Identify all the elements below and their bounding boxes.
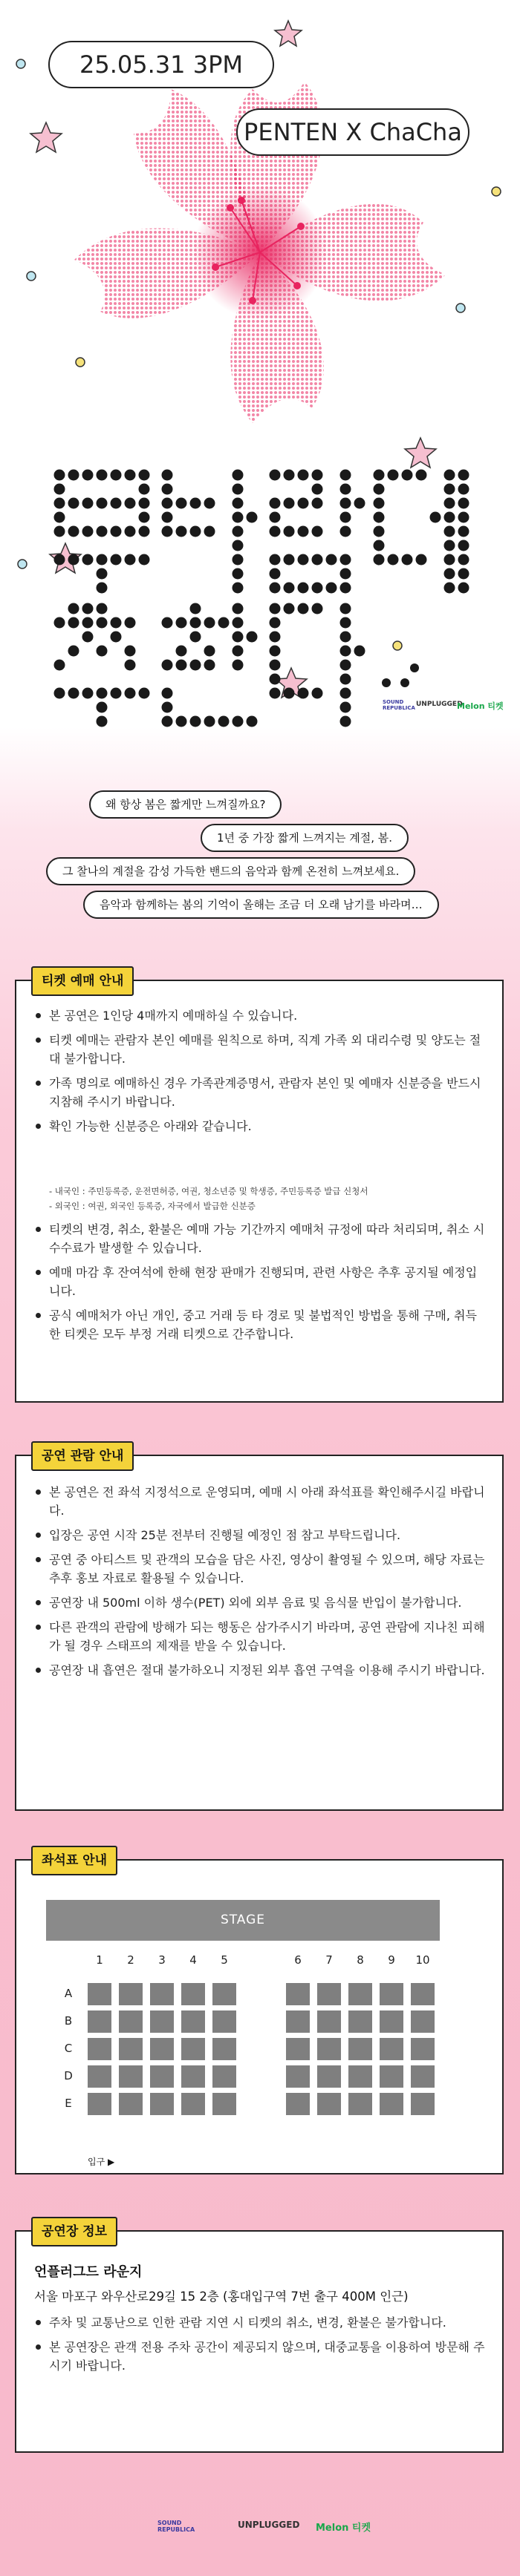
viewing-item: 본 공연은 전 좌석 지정석으로 운영되며, 예매 시 아래 좌석표를 확인해주시길 바랍니다. <box>33 1483 486 1520</box>
seat-row-label: C <box>64 2042 73 2055</box>
viewing-item: 입장은 공연 시작 25분 전부터 진행될 예정인 점 참고 부탁드립니다. <box>33 1526 486 1544</box>
seat <box>411 2010 435 2033</box>
sponsor-sound-republica: SOUND REPUBLICA <box>383 699 415 711</box>
seat-column-label: 8 <box>357 1953 364 1967</box>
viewing-item: 공연장 내 흡연은 절대 불가하오니 지정된 외부 흡연 구역을 이용해 주시기 바랍니다. <box>33 1661 486 1679</box>
venue-info-box <box>15 2230 504 2453</box>
seat <box>348 2093 372 2115</box>
seat <box>150 1983 174 2005</box>
seat <box>348 2065 372 2088</box>
seat <box>150 2065 174 2088</box>
seat <box>88 2038 111 2060</box>
venue-item: 주차 및 교통난으로 인한 관람 지연 시 티켓의 취소, 변경, 환불은 불가합니다. <box>33 2313 486 2332</box>
ticket-item: 예매 마감 후 잔여석에 한해 현장 판매가 진행되며, 관련 사항은 추후 공지될 예정입니다. <box>33 1263 486 1300</box>
headline-dotted-lettering <box>0 445 520 727</box>
viewing-item: 공연장 내 500ml 이하 생수(PET) 외에 외부 음료 및 음식물 반입이 불가합니다. <box>33 1593 486 1612</box>
seat-column-label: 7 <box>325 1953 333 1967</box>
seat <box>380 1983 403 2005</box>
seat <box>286 2093 310 2115</box>
venue-name: 언플러그드 라운지 <box>34 2264 143 2280</box>
event-date-pill: 25.05.31 3PM <box>48 41 274 88</box>
seat-row-label: D <box>64 2069 73 2082</box>
seat <box>380 2093 403 2115</box>
seat <box>88 2065 111 2088</box>
seat <box>380 2010 403 2033</box>
seat <box>380 2065 403 2088</box>
seating-section-title: 좌석표 안내 <box>31 1846 117 1875</box>
seat <box>119 2010 143 2033</box>
seat <box>150 2038 174 2060</box>
seat <box>181 2038 205 2060</box>
id-foreign: - 외국인 : 여권, 외국인 등록증, 자국에서 발급한 신분증 <box>49 1201 256 1211</box>
seat <box>88 2093 111 2115</box>
venue-item: 본 공연장은 관객 전용 주차 공간이 제공되지 않으며, 대중교통을 이용하여 방문해 주시기 바랍니다. <box>33 2338 486 2375</box>
seat-column-label: 5 <box>221 1953 228 1967</box>
seat <box>411 2038 435 2060</box>
intro-line-1: 왜 항상 봄은 짧게만 느껴질까요? <box>89 790 282 819</box>
seat <box>88 1983 111 2005</box>
seat-row-label: E <box>65 2097 72 2110</box>
seat <box>119 1983 143 2005</box>
ticket-item: 티켓 예매는 관람자 본인 예매를 원칙으로 하며, 직계 가족 외 대리수령 및 양도는 절대 불가합니다. <box>33 1031 486 1068</box>
seat <box>411 2093 435 2115</box>
star-icon <box>275 21 302 46</box>
seat <box>212 2093 236 2115</box>
intro-line-2: 1년 중 가장 짧게 느껴지는 계절, 봄. <box>201 824 409 852</box>
seat <box>317 2010 341 2033</box>
seat <box>212 2038 236 2060</box>
seat <box>317 1983 341 2005</box>
seat-column-label: 9 <box>388 1953 395 1967</box>
seat-column-label: 4 <box>189 1953 197 1967</box>
seat <box>286 2065 310 2088</box>
seat <box>286 2010 310 2033</box>
intro-line-3: 그 찰나의 계절을 감성 가득한 밴드의 음악과 함께 온전히 느껴보세요. <box>46 857 415 885</box>
entrance-label: 입구 ▶ <box>88 2157 115 2167</box>
seat <box>212 2065 236 2088</box>
ticket-info-box <box>15 980 504 1403</box>
intro-line-4: 음악과 함께하는 봄의 기억이 올해는 조금 더 오래 남기를 바라며… <box>83 891 439 919</box>
seat <box>411 2065 435 2088</box>
sponsor-unplugged: UNPLUGGED <box>416 701 463 708</box>
seat-column-label: 6 <box>294 1953 302 1967</box>
seat-column-label: 3 <box>158 1953 166 1967</box>
seat <box>119 2093 143 2115</box>
collab-pill: PENTEN X ChaCha <box>236 108 469 156</box>
ticket-item: 공식 예매처가 아닌 개인, 중고 거래 등 타 경로 및 불법적인 방법을 통해 구매, 취득한 티켓은 모두 부정 거래 티켓으로 간주합니다. <box>33 1306 486 1343</box>
venue-address: 서울 마포구 와우산로29길 15 2층 (홍대입구역 7번 출구 400M 인근) <box>34 2290 409 2304</box>
ticket-item: 본 공연은 1인당 4매까지 예매하실 수 있습니다. <box>33 1006 486 1025</box>
seat <box>317 2093 341 2115</box>
seat <box>411 1983 435 2005</box>
venue-section-title: 공연장 정보 <box>31 2217 117 2246</box>
seat <box>181 2010 205 2033</box>
hero-section <box>0 0 520 742</box>
seat <box>119 2065 143 2088</box>
seat <box>150 2010 174 2033</box>
viewing-info-box <box>15 1455 504 1811</box>
seat <box>181 1983 205 2005</box>
seat-row-label: B <box>64 2014 73 2028</box>
seat <box>119 2038 143 2060</box>
star-icon <box>30 122 62 152</box>
seat <box>348 2010 372 2033</box>
ticket-item: 티켓의 변경, 취소, 환불은 예매 가능 기간까지 예매처 규정에 따라 처리되며, 취소 시 수수료가 발생할 수 있습니다. <box>33 1220 486 1257</box>
viewing-item: 다른 관객의 관람에 방해가 되는 행동은 삼가주시기 바라며, 공연 관람에 지나친 피해가 될 경우 스태프의 제재를 받을 수 있습니다. <box>33 1618 486 1655</box>
id-domestic: - 내국인 : 주민등록증, 운전면허증, 여권, 청소년증 및 학생증, 주민등록증 발급 신청서 <box>49 1186 368 1196</box>
seat-column-label: 1 <box>96 1953 103 1967</box>
seat <box>286 1983 310 2005</box>
seat <box>348 2038 372 2060</box>
footer-melon: Melon 티켓 <box>316 2523 371 2534</box>
seat <box>380 2038 403 2060</box>
seat <box>88 2010 111 2033</box>
viewing-section-title: 공연 관람 안내 <box>31 1441 134 1471</box>
seat <box>317 2038 341 2060</box>
seat <box>317 2065 341 2088</box>
ticket-section-title: 티켓 예매 안내 <box>31 966 134 996</box>
viewing-item: 공연 중 아티스트 및 관객의 모습을 담은 사진, 영상이 촬영될 수 있으며, 해당 자료는 추후 홍보 자료로 활용될 수 있습니다. <box>33 1550 486 1587</box>
footer-sound-republica: SOUND REPUBLICA <box>157 2520 195 2533</box>
seat-column-label: 2 <box>127 1953 134 1967</box>
seat <box>181 2065 205 2088</box>
seat <box>286 2038 310 2060</box>
seat <box>150 2093 174 2115</box>
seat <box>212 2010 236 2033</box>
seat-row-label: A <box>64 1987 73 2000</box>
ticket-item: 가족 명의로 예매하신 경우 가족관계증명서, 관람자 본인 및 예매자 신분증을 반드시 지참해 주시기 바랍니다. <box>33 1074 486 1111</box>
seat <box>181 2093 205 2115</box>
stage-block: STAGE <box>46 1900 440 1941</box>
sponsor-melon: Melon 티켓 <box>457 701 504 711</box>
footer-unplugged: UNPLUGGED <box>238 2520 300 2530</box>
seat-column-label: 10 <box>415 1953 430 1967</box>
seat <box>212 1983 236 2005</box>
ticket-item: 확인 가능한 신분증은 아래와 같습니다. <box>33 1117 486 1135</box>
seat <box>348 1983 372 2005</box>
